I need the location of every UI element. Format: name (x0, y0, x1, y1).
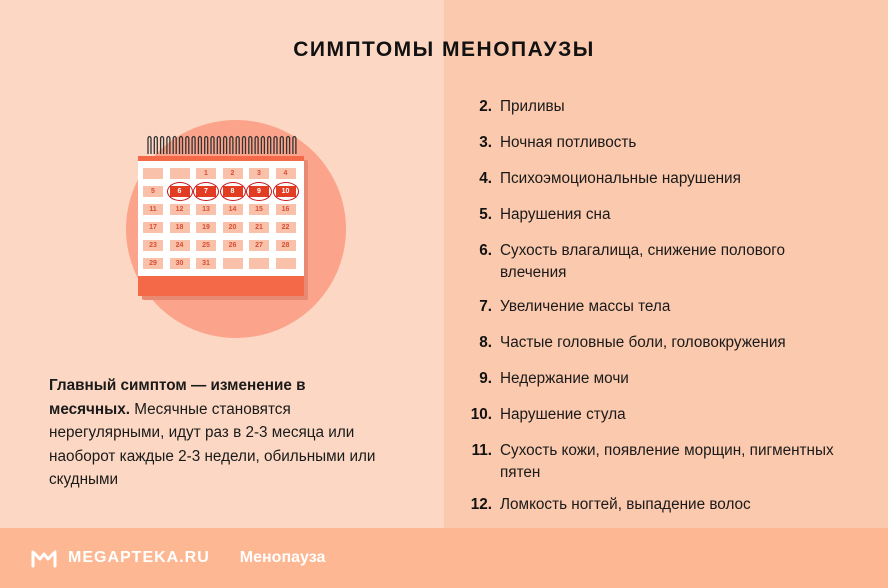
calendar-day: 19 (196, 222, 216, 233)
main-symptom-text (49, 374, 389, 492)
calendar-day: 20 (223, 222, 243, 233)
symptom-text: Психоэмоциональные нарушения (500, 170, 741, 187)
symptom-text: Нарушения сна (500, 206, 611, 223)
calendar-day: 15 (249, 204, 269, 215)
calendar-day: 4 (276, 168, 296, 179)
symptom-item (462, 204, 862, 226)
symptom-text: Ломкость ногтей, выпадение волос (500, 496, 751, 513)
symptom-text: Ночная потливость (500, 134, 637, 151)
calendar-ring (268, 137, 271, 155)
symptom-text: Частые головные боли, головокружения (500, 334, 786, 351)
symptom-number: 5. (479, 206, 492, 223)
main-symptom-bold: Главный симптом — изменение в месячных. (49, 377, 306, 418)
main-symptom-description: Месячные становятся нерегулярными, идут раз в 2-3 месяца или наоборот каждые 2-3 недели, обильными или скудными (49, 400, 376, 488)
calendar-ring (261, 137, 264, 155)
calendar-top-bar (138, 156, 304, 161)
calendar-day: 18 (170, 222, 190, 233)
symptom-number: 4. (479, 170, 492, 187)
section-label[interactable]: Менопауза (239, 549, 326, 566)
calendar-empty-day (143, 168, 163, 179)
calendar-icon (138, 156, 304, 296)
symptom-number: 2. (479, 98, 492, 115)
calendar-day: 24 (170, 240, 190, 251)
symptom-text: Сухость кожи, появление морщин, пигментных пятен (500, 442, 834, 481)
calendar-day: 27 (249, 240, 269, 251)
calendar-day: 21 (249, 222, 269, 233)
calendar-day: 13 (196, 204, 216, 215)
calendar-empty-day (249, 258, 269, 269)
calendar-day: 17 (143, 222, 163, 233)
calendar-day: 1 (196, 168, 216, 179)
calendar-ring (205, 137, 208, 155)
calendar-rings-icon (146, 134, 298, 156)
calendar-empty-day (276, 258, 296, 269)
calendar-day: 23 (143, 240, 163, 251)
symptom-number: 12. (470, 496, 492, 513)
symptom-item (462, 168, 862, 190)
calendar-day: 28 (276, 240, 296, 251)
calendar-ring (186, 137, 189, 155)
brand-name[interactable]: MEGAPTEKA.RU (68, 549, 210, 566)
calendar-ring (280, 137, 283, 155)
calendar-ring (148, 137, 151, 155)
symptom-item (462, 494, 862, 516)
calendar-day: 25 (196, 240, 216, 251)
symptom-number: 10. (470, 406, 492, 423)
calendar-grid (143, 168, 296, 269)
calendar-bottom-bar (138, 276, 304, 296)
calendar-empty-day (223, 258, 243, 269)
symptom-item (462, 368, 862, 390)
calendar-ring (198, 137, 201, 155)
calendar-day: 10 (276, 186, 296, 197)
calendar-day: 31 (196, 258, 216, 269)
symptom-number: 8. (479, 334, 492, 351)
calendar-ring (192, 137, 195, 155)
megapteka-logo-icon (30, 546, 58, 570)
calendar-ring (161, 137, 164, 155)
symptom-item (462, 332, 862, 354)
calendar-day: 7 (196, 186, 216, 197)
symptom-text: Недержание мочи (500, 370, 629, 387)
symptom-item (462, 404, 862, 426)
calendar-ring (224, 137, 227, 155)
calendar-ring (211, 137, 214, 155)
symptom-number: 7. (479, 298, 492, 315)
symptom-item (462, 96, 862, 118)
symptom-number: 9. (479, 370, 492, 387)
symptom-number: 3. (479, 134, 492, 151)
symptom-item (462, 440, 862, 484)
symptom-text: Сухость влагалища, снижение полового влечения (500, 242, 785, 281)
calendar-empty-day (170, 168, 190, 179)
calendar-ring (230, 137, 233, 155)
symptom-item (462, 132, 862, 154)
calendar-ring (173, 137, 176, 155)
footer (0, 528, 888, 588)
calendar-day: 26 (223, 240, 243, 251)
symptom-number: 11. (471, 442, 492, 459)
calendar-day: 11 (143, 204, 163, 215)
symptom-item (462, 296, 862, 318)
calendar-ring (167, 137, 170, 155)
symptom-text: Приливы (500, 98, 565, 115)
calendar-day: 3 (249, 168, 269, 179)
calendar-day: 14 (223, 204, 243, 215)
calendar-ring (255, 137, 258, 155)
calendar-ring (217, 137, 220, 155)
calendar-day: 5 (143, 186, 163, 197)
calendar-day: 16 (276, 204, 296, 215)
calendar-ring (154, 137, 157, 155)
calendar-ring (236, 137, 239, 155)
calendar-day: 12 (170, 204, 190, 215)
calendar-day: 30 (170, 258, 190, 269)
calendar-ring (274, 137, 277, 155)
calendar-ring (243, 137, 246, 155)
calendar-day: 6 (170, 186, 190, 197)
calendar-day: 9 (249, 186, 269, 197)
symptom-text: Увеличение массы тела (500, 298, 671, 315)
calendar-ring (249, 137, 252, 155)
symptom-number: 6. (479, 242, 492, 259)
calendar-ring (180, 137, 183, 155)
symptom-text: Нарушение стула (500, 406, 626, 423)
calendar-ring (287, 137, 290, 155)
calendar-day: 29 (143, 258, 163, 269)
symptom-item (462, 240, 862, 284)
calendar-day: 22 (276, 222, 296, 233)
page-title: СИМПТОМЫ МЕНОПАУЗЫ (293, 38, 595, 61)
calendar-ring (293, 137, 296, 155)
calendar-day: 8 (223, 186, 243, 197)
calendar-day: 2 (223, 168, 243, 179)
